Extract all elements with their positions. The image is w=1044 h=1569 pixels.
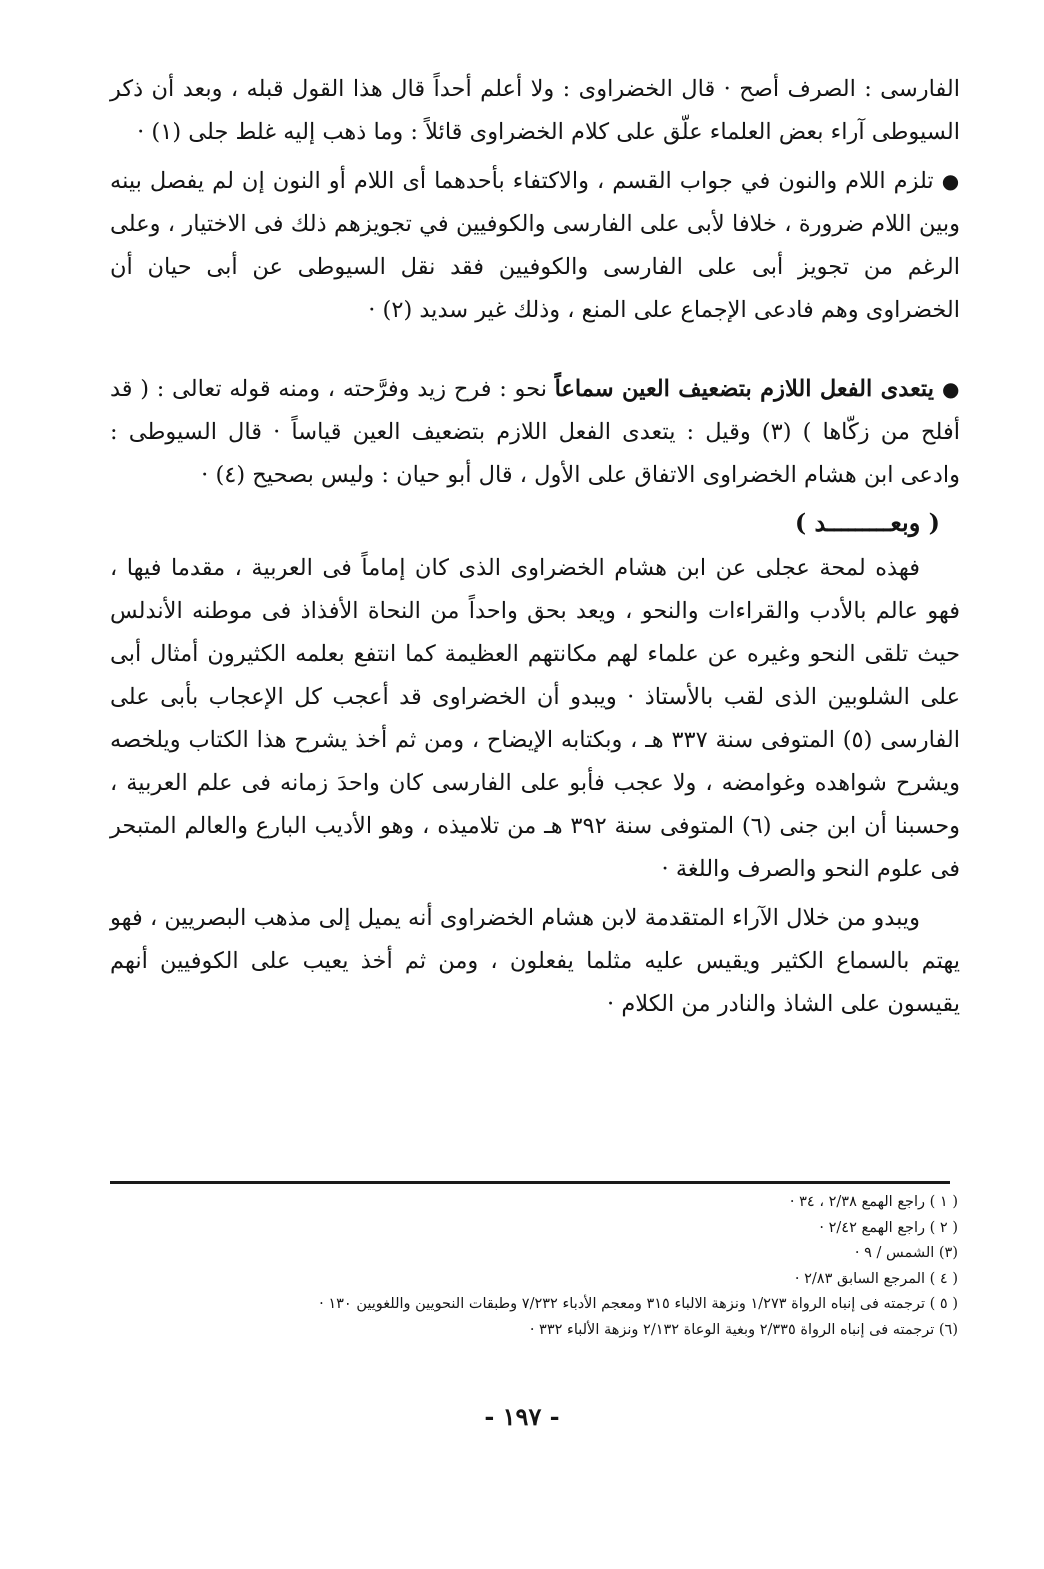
footnote-divider: [110, 1181, 950, 1184]
footnotes: [198, 1190, 958, 1343]
page-number: - ١٩٧ -: [484, 1402, 560, 1431]
paragraph-continuation: الفارسى : الصرف أصح · قال الخضراوى : ولا أعلم أحداً قال هذا القول قبله ، وبعد أن ذكر السيوطى آراء بعض العلماء علّق على كلام الخضراوى قائلاً : وما ذهب إليه غلط جلى (١) ·: [110, 76, 960, 145]
footnote-1: ( ١ ) راجع الهمع ٢/٣٨ ، ٣٤ ·: [789, 1194, 958, 1210]
paragraph-tadif: [110, 368, 960, 497]
footnote-2: ( ٢ ) راجع الهمع ٢/٤٢ ·: [819, 1219, 958, 1236]
paragraph-conclusion-text: ويبدو من خلال الآراء المتقدمة لابن هشام الخضراوى أنه يميل إلى مذهب البصريين ، فهو يهتم بالسماع الكثير ويقيس عليه مثلما يفعلون ، ومن ثم أخذ يعيب على الكوفيين أنهم يقيسون على الشاذ والنادر من الكلام ·: [110, 905, 960, 1017]
paragraph-summary-text: فهذه لمحة عجلى عن ابن هشام الخضراوى الذى كان إماماً فى العربية ، مقدما فيها ، فهو عالم بالأدب والقراءات والنحو ، ويعد بحق واحداً من النحاة الأفذاذ فى موطنه الأندلس حيث تلقى النحو وغيره عن علماء لهم مكانتهم العظيمة كما انتفع بعلمه الكثيرون أمثال أبى على الشلوبين الذى لقب بالأستاذ · ويبدو أن الخضراوى قد أعجب كل الإعجاب بأبى على الفارسى (٥) المتوفى سنة ٣٣٧ هـ ، وبكتابه الإيضاح ، ومن ثم أخذ يشرح هذا الكتاب ويلخصه ويشرح شواهده وغوامضه ، ولا عجب فأبو على الفارسى كان واحدَ زمانه فى علم العربية ، وحسبنا أن ابن جنى (٦) المتوفى سنة ٣٩٢ هـ من تلاميذه ، وهو الأديب البارع والعالم المتبحر فى علوم النحو والصرف واللغة ·: [110, 555, 960, 882]
footnote-6: (٦) ترجمته فى إنباه الرواة ٢/٣٣٥ وبغية الوعاة ٢/١٣٢ ونزهة الألباء ٣٣٢ ·: [529, 1321, 958, 1338]
footnote-5: ( ٥ ) ترجمته فى إنباه الرواة ١/٢٧٣ ونزهة الالباء ٣١٥ ومعجم الأدباء ٧/٢٣٢ وطبقات النحويين واللغويين ١٣٠ ·: [319, 1296, 958, 1312]
bullet-icon: ●: [941, 169, 961, 193]
paragraph-lam-nun-text: تلزم اللام والنون في جواب القسم ، والاكتفاء بأحدهما أى اللام أو النون إن لم يفصل بينه وبين اللام ضرورة ، خلافا لأبى على الفارسى والكوفيين في تجويزهم ذلك فى الاختيار ، وعلى الرغم من تجويز أبى على الفارسى والكوفيين فقد نقل السيوطى عن أبى حيان أن الخضراوى وهم فادعى الإجماع على المنع ، وذلك غير سديد (٢) ·: [110, 168, 960, 323]
paragraph-tadif-headword: يتعدى الفعل اللازم بتضعيف العين سماعاً: [554, 376, 934, 402]
bullet-icon: ●: [941, 377, 960, 401]
page-body: [110, 68, 960, 1026]
paragraph-summary: [110, 547, 960, 891]
paragraph-conclusion: [110, 897, 960, 1026]
section-title: ( وبعـــــــــد ): [794, 508, 940, 537]
footnote-3: (٣) الشمس / ٩ ·: [854, 1245, 958, 1261]
paragraph-lam-nun: [110, 160, 960, 332]
footnote-4: ( ٤ ) المرجع السابق ٢/٨٣ ·: [794, 1270, 958, 1287]
paragraph-tadif-text: نحو : فرح زيد وفرَّحته ، ومنه قوله تعالى : ( قد أفلح من زكّاها ) (٣) وقيل : يتعدى الفعل اللازم بتضعيف العين قياساً · قال السيوطى : وادعى ابن هشام الخضراوى الاتفاق على الأول ، قال أبو حيان : وليس بصحيح (٤) ·: [110, 376, 960, 488]
